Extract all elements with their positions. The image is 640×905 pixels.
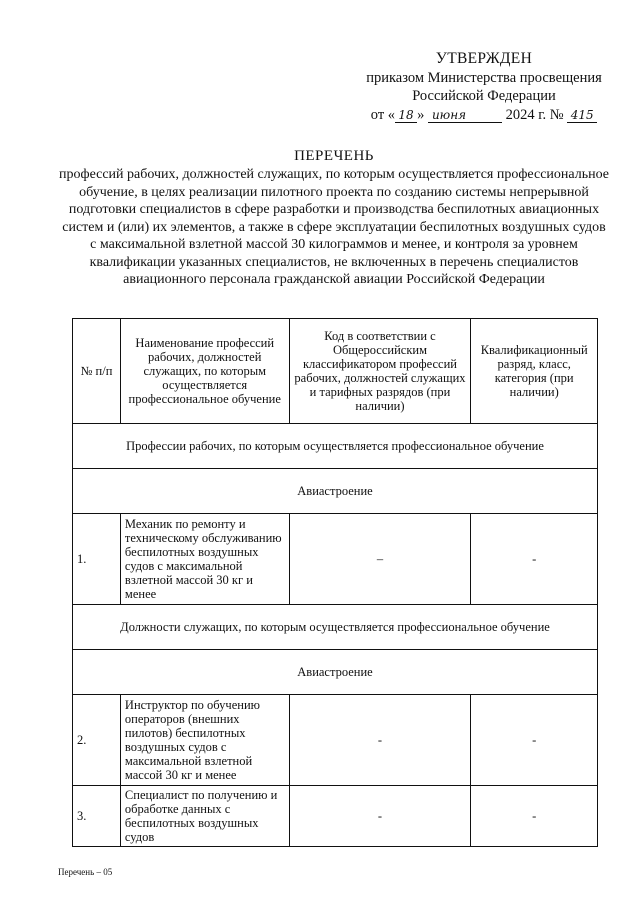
section-workers: Профессии рабочих, по которым осуществляется профессиональное обучение [73, 424, 598, 469]
row-qualification: - [471, 786, 598, 847]
subsection-aviation-1: Авиастроение [73, 469, 598, 514]
row-code: - [289, 786, 471, 847]
row-code: – [289, 514, 471, 605]
row-name: Инструктор по обучению операторов (внешних пилотов) беспилотных воздушных судов с максимальной взлетной массой 30 кг и менее [120, 695, 289, 786]
professions-table [72, 318, 598, 847]
section-employees: Должности служащих, по которым осуществляется профессиональное обучение [73, 605, 598, 650]
handwritten-order-number: 415 [567, 108, 597, 123]
row-name: Специалист по получению и обработке данных с беспилотных воздушных судов [120, 786, 289, 847]
row-num: 3. [73, 786, 121, 847]
row-num: 1. [73, 514, 121, 605]
row-qualification: - [471, 514, 598, 605]
table-row [73, 514, 598, 605]
approval-line-2: Российской Федерации [412, 88, 556, 104]
row-name: Механик по ремонту и техническому обслуживанию беспилотных воздушных судов с максимальной взлетной массой 30 кг и менее [120, 514, 289, 605]
row-qualification: - [471, 695, 598, 786]
header-num: № п/п [73, 319, 121, 424]
handwritten-day: 18 [395, 108, 417, 123]
table-row [73, 695, 598, 786]
row-num: 2. [73, 695, 121, 786]
document-subtitle: профессий рабочих, должностей служащих, по которым осуществляется профессиональное обучение, в целях реализации пилотного проекта по созданию системы непрерывной подготовки специалистов в сфере разработки и производства беспилотных авиационных систем и (или) их элементов, а также в сфере эксплуатации беспилотных воздушных судов с максимальной взлетной массой 30 килограммов и менее, и контроля за уровнем квалификации указанных специалистов, не включенных в перечень специалистов авиационного персонала гражданской авиации Российской Федерации [59, 167, 609, 287]
document-title: ПЕРЕЧЕНЬ [294, 148, 374, 164]
date-year: 2024 г. № [505, 106, 564, 123]
approval-title: УТВЕРЖДЕН [435, 50, 533, 67]
subsection-row [73, 650, 598, 695]
section-row [73, 605, 598, 650]
subsection-row [73, 469, 598, 514]
table-row [73, 786, 598, 847]
row-code: - [289, 695, 471, 786]
handwritten-month: июня [428, 108, 502, 123]
date-mid: » [417, 106, 425, 123]
header-name: Наименование профессий рабочих, должностей служащих, по которым осуществляется профессиональное обучение [120, 319, 289, 424]
approval-line-1: приказом Министерства просвещения [366, 69, 602, 86]
subsection-aviation-2: Авиастроение [73, 650, 598, 695]
approval-date-line [360, 106, 608, 125]
approval-block [360, 50, 608, 124]
table-header-row [73, 319, 598, 424]
section-row [73, 424, 598, 469]
header-code: Код в соответствии с Общероссийским классификатором профессий рабочих, должностей служащих и тарифных разрядов (при наличии) [289, 319, 471, 424]
header-qualification: Квалификационный разряд, класс, категория (при наличии) [471, 319, 598, 424]
page-footer: Перечень – 05 [58, 867, 113, 877]
date-prefix: от « [370, 106, 396, 123]
